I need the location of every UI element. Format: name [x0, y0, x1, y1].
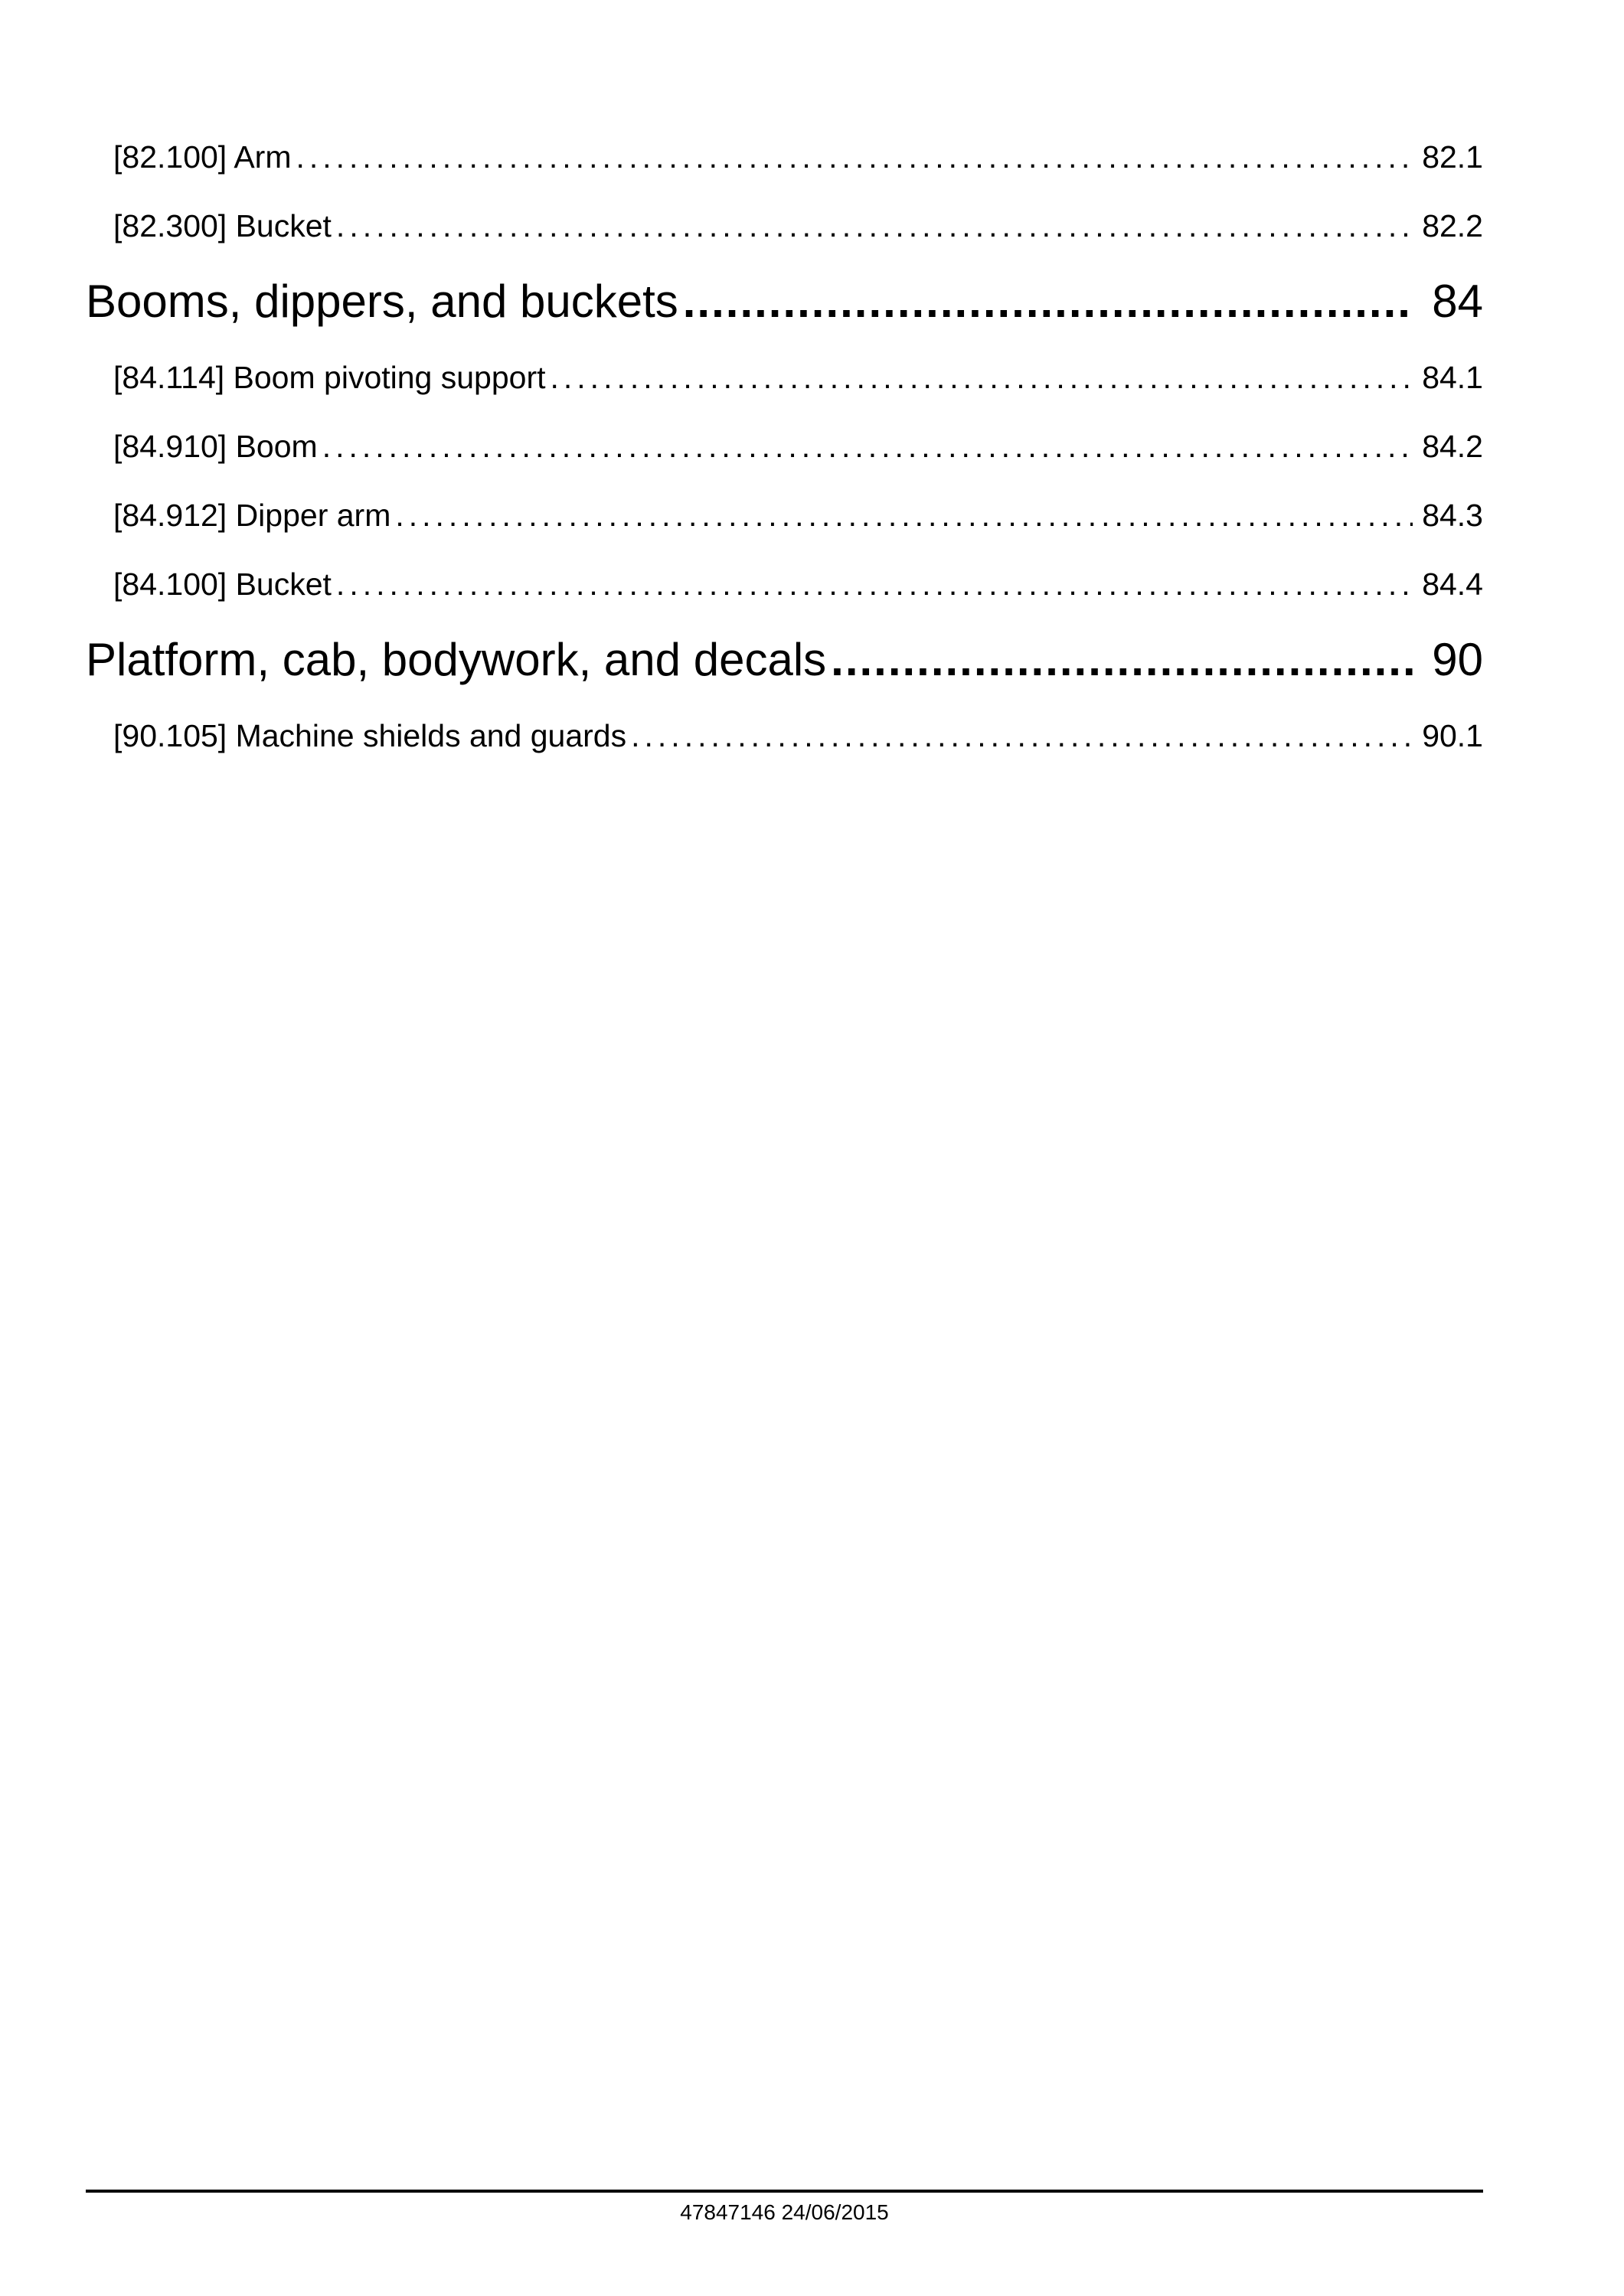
footer-document-id: 47847146 24/06/2015 — [680, 2200, 889, 2224]
toc-entry-page: 84.4 — [1422, 567, 1483, 602]
dot-leader — [296, 122, 1413, 191]
toc-entry-label: [82.100] Arm — [113, 139, 292, 175]
toc-entry-label: [82.300] Bucket — [113, 208, 332, 243]
toc-entry-page: 84.1 — [1422, 360, 1483, 395]
toc-section-page: 90 — [1432, 634, 1483, 685]
toc-entry-label: [90.105] Machine shields and guards — [113, 718, 627, 753]
toc-entry-label: [84.910] Boom — [113, 429, 318, 464]
toc-entry-page: 90.1 — [1422, 718, 1483, 753]
toc-section-page: 84 — [1432, 276, 1483, 327]
dot-leader — [631, 701, 1413, 770]
dot-leader — [336, 550, 1413, 619]
dot-leader — [336, 191, 1413, 260]
toc-entry-84-912[interactable] — [86, 481, 1483, 550]
toc-section-label: Platform, cab, bodywork, and decals — [86, 634, 827, 685]
toc-section-booms-dippers-buckets[interactable] — [86, 260, 1483, 343]
table-of-contents — [86, 122, 1483, 770]
toc-entry-84-910[interactable] — [86, 412, 1483, 481]
toc-entry-page: 82.2 — [1422, 208, 1483, 243]
toc-entry-90-105[interactable] — [86, 701, 1483, 770]
toc-section-label: Booms, dippers, and buckets — [86, 276, 678, 327]
toc-entry-82-100[interactable] — [86, 122, 1483, 191]
dot-leader — [322, 412, 1413, 481]
toc-entry-label: [84.114] Boom pivoting support — [113, 360, 546, 395]
dot-leader — [395, 481, 1413, 550]
toc-section-platform-cab-bodywork[interactable] — [86, 619, 1483, 701]
toc-entry-label: [84.912] Dipper arm — [113, 498, 391, 533]
dot-leader — [551, 343, 1413, 412]
toc-entry-label: [84.100] Bucket — [113, 567, 332, 602]
toc-entry-page: 84.2 — [1422, 429, 1483, 464]
dot-leader — [831, 619, 1414, 701]
footer-divider — [86, 2190, 1483, 2193]
toc-entry-84-100[interactable] — [86, 550, 1483, 619]
toc-entry-84-114[interactable] — [86, 343, 1483, 412]
dot-leader — [683, 260, 1414, 343]
toc-entry-82-300[interactable] — [86, 191, 1483, 260]
toc-entry-page: 84.3 — [1422, 498, 1483, 533]
toc-entry-page: 82.1 — [1422, 139, 1483, 175]
